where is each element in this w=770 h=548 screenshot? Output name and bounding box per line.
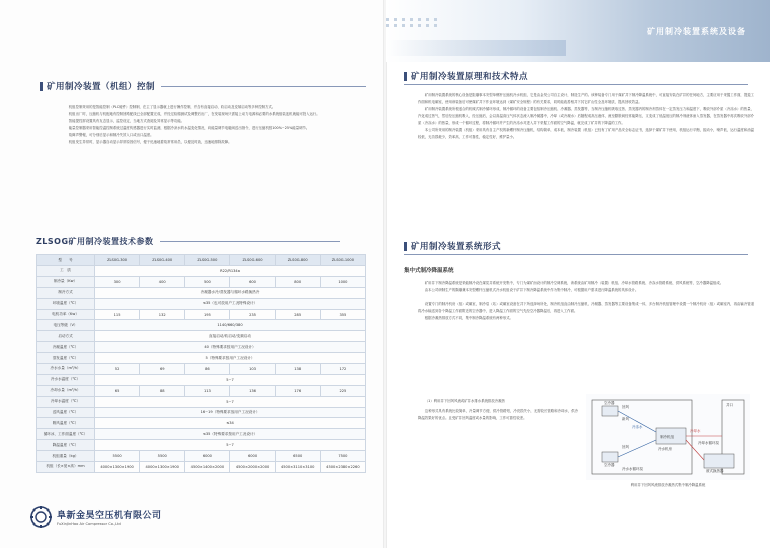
table-cell: 7500 <box>320 451 365 462</box>
table-header-cell: ZLS0G-500 <box>185 255 230 266</box>
table-row <box>37 298 366 309</box>
control-section-title: 矿用制冷装置（机组）控制 <box>47 82 156 92</box>
table-row <box>37 374 366 385</box>
table-row-label: 冷却水量（m³/h） <box>37 385 95 396</box>
table-row <box>37 320 366 331</box>
table-row <box>37 266 366 277</box>
table-cell: 65 <box>95 385 140 396</box>
principle-section-header <box>404 70 528 82</box>
principle-paragraph: 本公司所采用的制冷装置（机组）采用具有自主产权的新螺杆制冷压缩机，结构简单，成本低，制冷装置（机组）已经有了矿用产品安全标志证书，选择于煤矿井下使用，机组运行平衡，振动小，噪声低，运行温度和油温较低，无功损耗少，效率高，工作可靠性，稳定性好，维护量小。 <box>418 128 754 139</box>
table-cell: 6500 <box>275 451 320 462</box>
table-cell: 5（特殊要求按用户工况设计） <box>95 353 366 364</box>
table-cell: 40（特殊要求按用户工况设计） <box>95 342 366 353</box>
table-row-label: 机组重量（kg） <box>37 451 95 462</box>
table-cell: 4500×2380×2260 <box>320 462 365 473</box>
principle-section-title: 矿用制冷装置原理和技术特点 <box>411 72 529 82</box>
cooling-system-diagram <box>586 394 750 480</box>
table-cell: 225 <box>320 385 365 396</box>
table-row <box>37 331 366 342</box>
table-cell: 176 <box>275 385 320 396</box>
table-row <box>37 407 366 418</box>
table-cell: R22/R134a <box>95 266 366 277</box>
table-row <box>37 396 366 407</box>
table-row <box>37 429 366 440</box>
diagram-label: 冷却水循环泵 <box>698 441 719 445</box>
page-gutter <box>383 0 387 548</box>
section-bar-icon <box>404 72 407 81</box>
table-row <box>37 451 366 462</box>
table-row <box>37 385 366 396</box>
table-cell: 5~7 <box>95 374 366 385</box>
table-cell: 5500 <box>140 451 185 462</box>
table-cell: 172 <box>320 364 365 375</box>
system-section-header <box>404 240 501 252</box>
diagram-label: 冷水机房 <box>658 447 672 451</box>
company-name-en: FuXinJinHao Air Compressor Co.,Ltd <box>57 522 121 526</box>
table-cell: 115 <box>95 309 140 320</box>
table-cell: 5500 <box>95 451 140 462</box>
table-row <box>37 276 366 287</box>
company-logo-icon <box>30 506 52 528</box>
table-cell: 235 <box>230 309 275 320</box>
option-detail: 这种形式具有系统比较简单，冷量调节方便，供冷管路短，冷亮损失小，无需较长管路和冷却水，供冷降温效果好的优点。且受矿井回风温度或水量的影响，工作可靠性较差。 <box>418 409 578 420</box>
table-header-cell: ZLS0G-400 <box>140 255 185 266</box>
table-cell: 4500×3110×3100 <box>275 462 320 473</box>
table-row-label: 降温温度（℃） <box>37 440 95 451</box>
table-header-cell: ZLS0G-1000 <box>320 255 365 266</box>
diagram-label: 空冷器 <box>604 463 615 467</box>
table-cell: ≤35（特殊要求按用户工况设计） <box>95 429 366 440</box>
system-paragraph: 由本公司研制生产的隔爆兼本安型螺杆压缩机式冷水机组设于矿井下制冷降温系统中作为集中制冷，可根据用户需求进行降温系统的具体设计。 <box>424 288 639 292</box>
section-bar-icon <box>40 82 43 91</box>
table-header-row <box>37 255 366 266</box>
table-cell: 300 <box>95 276 140 287</box>
diagram-svg <box>586 394 750 480</box>
diagram-label: 冷水水循环泵 <box>622 467 643 471</box>
principle-paragraph: 矿用制冷装置系统所根适合的机械式制冷循环形成，制冷循环的设备主要包括制冷压缩机、冷凝器、蒸发器等，当制冷压缩机吸取过热、蒸发器内的制冷剂蒸体在一定蒸发压力和温度下，吸收外部介质（冷冻水）的热量，汽化成过热气，然后经压缩机吸入，经压缩后，会以高温高压气体状态流入制冷凝器中，冷却（或冷凝水）后随程成高压液体，流至膨胀阀经常能降压，又变成了低温低压的制冷剂液体而入蒸发器，在蒸发器中再次吸收外部介质（冷冻水）的热量，形成一个循环过程，将制冷循环并产生的冷冻水对进入井下采掘工作面的空气降温，就完成了矿井的下降温的工作。 <box>418 107 754 125</box>
table-cell: 113 <box>185 385 230 396</box>
table-row-label: 机组（长×宽×高）mm <box>37 462 95 473</box>
control-text <box>62 104 362 146</box>
system-paragraph: 矿用井下制冷降温系统是采能制冷设在煤炭井系统开发集中，专门为煤矿而设计的制冷空调系统，该系统由矿用制冷（装置）机组、冷却水管路系统、冷冻水管路系统、供风系统等，空冷器降温组成。 <box>424 281 724 285</box>
header-title: 矿用制冷装置系统及设备 <box>647 27 746 36</box>
table-row-label: 制冷方式 <box>37 287 95 298</box>
table-cell: 88 <box>140 385 185 396</box>
table-cell: 5~7 <box>95 396 366 407</box>
table-row-label: 吸风温度（℃） <box>37 418 95 429</box>
control-paragraph: 机组发生异常时，显示器自动显示异常原因信号，便于迅速地着故常常用员，以便及时致，迅速地排除故障。 <box>68 140 232 144</box>
diagram-label: 井口 <box>726 403 733 407</box>
section-divider <box>404 84 748 85</box>
table-cell: 86 <box>185 364 230 375</box>
table-cell: 103 <box>230 364 275 375</box>
table-row <box>37 287 366 298</box>
table-cell: 冷凝器水冷/蒸发器与循环水路换热冷 <box>95 287 366 298</box>
table-section-header <box>36 236 340 247</box>
table-row-label: 冷水水量（m³/h） <box>37 364 95 375</box>
control-paragraph: 机组出厂时，压缩机与机配地有控制回路配线已全部配置完成，并经过检循测试及调整后出厂，在发装现场只需接上动力电源和必要的水系统组装连机就能可投入运行。 <box>68 112 320 116</box>
table-cell: 4000×1300×1900 <box>140 462 185 473</box>
system-section-title: 矿用制冷装置系统形式 <box>411 242 502 252</box>
table-row <box>37 440 366 451</box>
system-text <box>418 280 754 322</box>
diagram-label: 被式换热器 <box>706 469 724 473</box>
spec-table <box>36 254 366 473</box>
table-cell: 1000 <box>320 276 365 287</box>
control-paragraph: 能量控制器采用智能控温控制系统过温度传感器进行实时监测，根据冷凉水的水温变化情况，向能量调节电磁阀送出指令，进行压缩机按100%~25%能量调节。 <box>68 126 310 130</box>
diagram-label: 回风 <box>622 405 629 409</box>
table-row-label: 冷凝温度（℃） <box>37 342 95 353</box>
diagram-label: 冷却水 <box>690 429 701 433</box>
table-cell: 500 <box>185 276 230 287</box>
company-footer <box>30 506 162 528</box>
table-cell: 1140/660/380 <box>95 320 366 331</box>
table-cell: 800 <box>275 276 320 287</box>
table-cell: 136 <box>230 385 275 396</box>
decorative-dot-grid <box>386 18 439 27</box>
table-cell: ≤35（也可放用户工况特殊设计） <box>95 298 366 309</box>
table-cell: 4000×1300×1900 <box>95 462 140 473</box>
control-paragraph: 故障声警報，可分别后显示和制冷失效入口或出口温度。 <box>68 133 154 137</box>
table-cell: 6000 <box>185 451 230 462</box>
table-row-label: 冷却水温度（℃） <box>37 396 95 407</box>
table-cell: 4500×2000×2000 <box>230 462 275 473</box>
diagram-label: 回风 <box>622 445 629 449</box>
principle-paragraph: 矿用制冷装置系统的核心设备是阻爆事本安型单螺杆压缩机冷水机组，它是由金昊公司自主设计，制造生产的。该种装备专门用于煤矿井下制冷降温系统中，可直接安装在矿井的任何地方，主要应用于采掘工作面，提退工作面和机电硐室，使用该装备后可使煤矿井下作业环境达到《煤矿安全规程》的有关要求，同时能改善相井下其它矿山性全及环境质，提高回收效益。 <box>418 93 754 104</box>
section-divider <box>161 86 366 87</box>
control-section-header <box>40 80 366 92</box>
table-header-cell: ZLS0G-600 <box>230 255 275 266</box>
table-cell: 52 <box>95 364 140 375</box>
table-cell: 5~7 <box>95 440 366 451</box>
diagram-label: 制冷机组 <box>660 435 674 439</box>
principle-text <box>418 92 754 141</box>
table-row <box>37 364 366 375</box>
section-bar-icon <box>404 242 407 251</box>
table-row-label: 电压等级（V） <box>37 320 95 331</box>
table-cell: 138 <box>275 364 320 375</box>
table-cell: 600 <box>230 276 275 287</box>
table-row <box>37 418 366 429</box>
control-paragraph: 机组控制采用的是智能控制（PLC硬件）控制制，在主了显示器就上进行操作控制，并含有直接启动、软启动及变频启动等多种控制方式。 <box>68 105 276 109</box>
table-cell: ≤34 <box>95 418 366 429</box>
table-row-label: 蒸发温度（℃） <box>37 353 95 364</box>
table-cell: 285 <box>275 309 320 320</box>
table-row <box>37 353 366 364</box>
table-row-label: 电机功率（Kw） <box>37 309 95 320</box>
diagram-label: 空冷器 <box>604 401 615 405</box>
diagram-caption: 利用井下回风风流排放冷凝热式集中制冷降温系统 <box>630 483 706 487</box>
table-cell: 355 <box>320 309 365 320</box>
table-header-cell: 型 号 <box>37 255 95 266</box>
system-paragraph: 设置专门的制冷机房（组）或硐室，制冷泵（站）或硐室设备在井下所选择场所处，制冷机组直由制冷压缩机、冷凝器、蒸发器等主要设备集成一体，多台制冷机组管理中设置一个制冷机房（组）或硐室内，再由输冷管道将冷水输送到各个降温工作面附近的空冷器中，进入降温工作面的空气先经空冷器降温后，再进入工作面。 <box>418 302 754 313</box>
table-row-label: 循环冰、工作面温度（℃） <box>37 429 95 440</box>
section-divider <box>160 241 340 242</box>
diagram-label: 新风 <box>622 417 629 421</box>
table-row-label: 送风温度（℃） <box>37 407 95 418</box>
system-paragraph: 根据冷凝热排放方式不同，集中制冷降温系统有两种形式。 <box>424 316 513 320</box>
table-cell: 直接启动/软启动/变频启动 <box>95 331 366 342</box>
option-text <box>418 398 578 422</box>
table-cell: 6000 <box>230 451 275 462</box>
table-row <box>37 462 366 473</box>
table-cell: 16~19（特殊要求放用户工况设计） <box>95 407 366 418</box>
table-header-cell: ZLS0G-300 <box>95 255 140 266</box>
table-cell: 132 <box>140 309 185 320</box>
diagram-label: 冷冻水 <box>632 425 643 429</box>
table-cell: 69 <box>140 364 185 375</box>
table-row-label: 启动方式 <box>37 331 95 342</box>
table-row-label: 工 质 <box>37 266 95 277</box>
table-row-label: 环境温度（℃） <box>37 298 95 309</box>
table-row-label: 冷水水温度（℃） <box>37 374 95 385</box>
table-header-cell: ZLS0G-800 <box>275 255 320 266</box>
table-row <box>37 309 366 320</box>
header-band-accent <box>386 40 566 56</box>
table-cell: 4500×1400×2000 <box>185 462 230 473</box>
table-section-title: ZLSOG矿用制冷装置技术参数 <box>36 237 154 246</box>
table-cell: 400 <box>140 276 185 287</box>
table-row <box>37 342 366 353</box>
table-cell: 195 <box>185 309 230 320</box>
section-divider <box>404 254 748 255</box>
company-name-cn: 阜新金昊空压机有限公司 <box>57 511 162 521</box>
table-row-label: 制冷量（Kw） <box>37 276 95 287</box>
control-paragraph: 智能提控屏设置具有友态显示，监控设定，当地方式查阅及异常显示等功能。 <box>68 119 185 123</box>
option-heading: （1）利用井下回风风流或矿井水排水系统排放冷凝热 <box>424 399 505 403</box>
system-subtitle: 集中式制冷降温系统 <box>404 268 454 274</box>
